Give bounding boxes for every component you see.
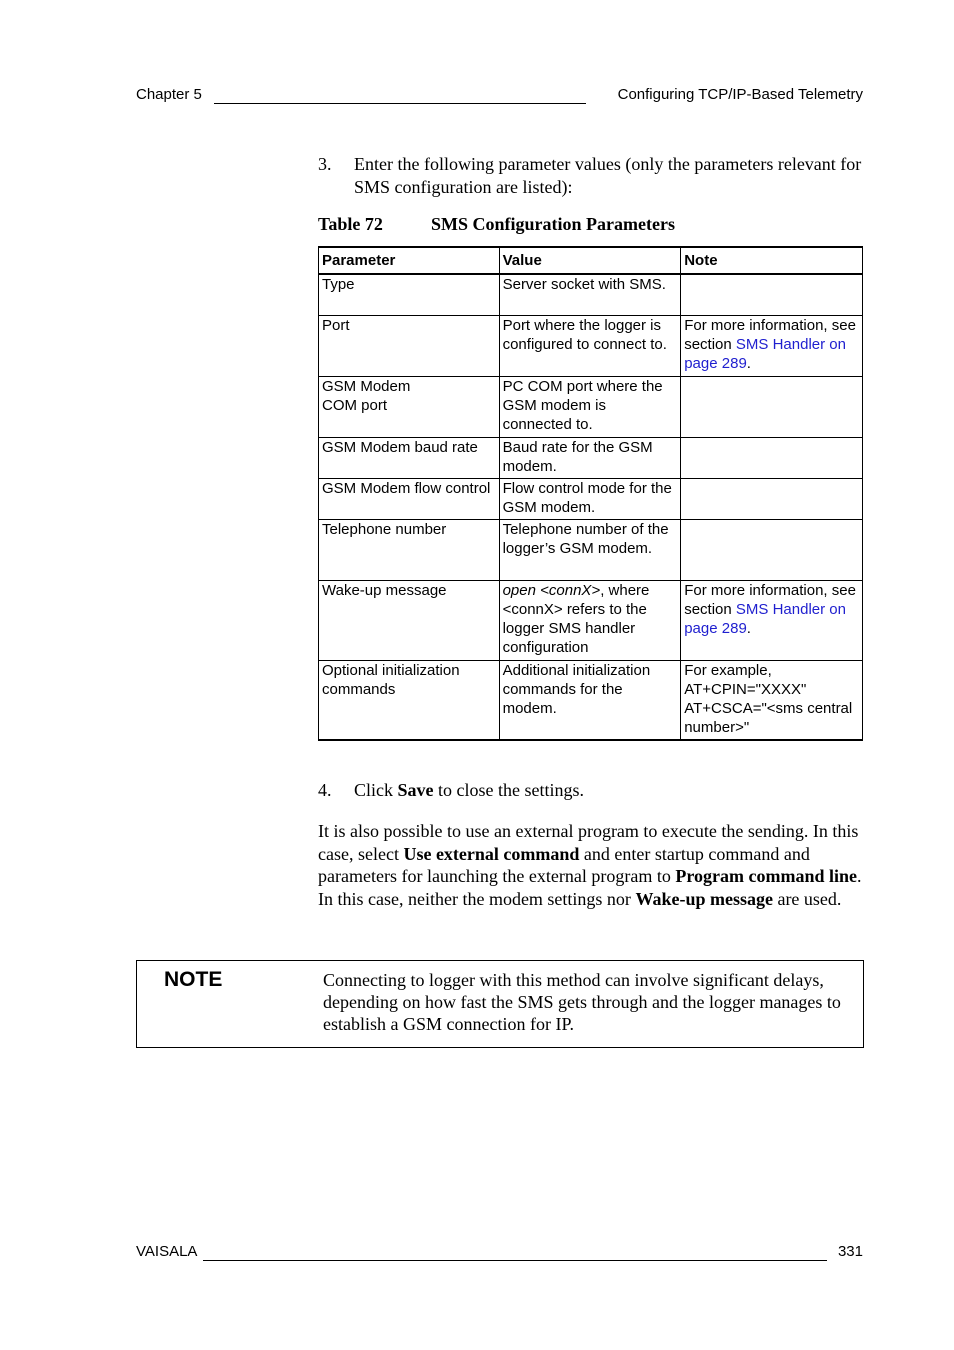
use-external-command-term: Use external command <box>403 843 580 864</box>
footer-rule <box>203 1260 827 1261</box>
step-3 <box>318 153 863 199</box>
chapter-label: Chapter 5 <box>136 86 202 103</box>
header-parameter: Parameter <box>319 247 500 274</box>
para-text: are used. <box>772 888 842 909</box>
value-rest: , where <connX> refers to the logger SMS handler configuration <box>502 581 650 656</box>
note-cell <box>681 437 863 478</box>
param-cell: Type <box>319 274 500 315</box>
param-cell: GSM Modem COM port <box>319 376 500 437</box>
value-cell: Telephone number of the logger’s GSM modem. <box>499 519 681 580</box>
header-value: Value <box>499 247 681 274</box>
note-suffix: . <box>746 354 751 372</box>
table-row <box>319 478 863 519</box>
company-name: VAISALA <box>136 1243 198 1260</box>
value-cell: PC COM port where the GSM modem is connected to. <box>499 376 681 437</box>
value-cell: Flow control mode for the GSM modem. <box>499 478 681 519</box>
param-cell: GSM Modem flow control <box>319 478 500 519</box>
table-row <box>319 519 863 580</box>
para-text: . In this case, neither the modem settings nor <box>318 866 862 909</box>
param-cell: Port <box>319 315 500 376</box>
step-text: Enter the following parameter values (only the parameters relevant for SMS configuration are listed): <box>354 154 862 197</box>
param-cell: Wake-up message <box>319 580 500 660</box>
body-paragraph <box>318 820 863 910</box>
note-box <box>136 960 864 1048</box>
chapter-title: Configuring TCP/IP-Based Telemetry <box>617 86 863 103</box>
table-row <box>319 660 863 740</box>
save-term: Save <box>397 780 434 800</box>
table-title: SMS Configuration Parameters <box>431 214 675 234</box>
param-cell: Optional initialization commands <box>319 660 500 740</box>
note-suffix: . <box>746 619 751 637</box>
program-command-line-term: Program command line <box>675 866 858 886</box>
value-italic: open <connX> <box>502 581 601 599</box>
step-text <box>354 779 863 802</box>
note-cell <box>681 315 863 376</box>
note-text: Connecting to logger with this method can involve significant delays, depending on how fast the SMS gets through and the logger manages to establish a GSM connection for IP. <box>323 970 841 1034</box>
table-row <box>319 315 863 376</box>
sms-parameters-table <box>318 246 863 741</box>
value-cell: Port where the logger is configured to connect to. <box>499 315 681 376</box>
header-rule <box>214 103 586 104</box>
note-cell <box>681 519 863 580</box>
step-text-a: Click <box>354 780 398 800</box>
wake-up-message-term: Wake-up message <box>635 888 773 909</box>
table-row <box>319 580 863 660</box>
note-text: For more information, see section <box>684 581 856 618</box>
note-label: NOTE <box>164 968 223 991</box>
sms-handler-link[interactable]: SMS Handler on page 289 <box>684 335 846 372</box>
step-4 <box>318 779 863 802</box>
value-cell: Baud rate for the GSM modem. <box>499 437 681 478</box>
para-text: and enter startup command and parameters for launching the external program to <box>318 843 810 886</box>
header-note: Note <box>681 247 863 274</box>
param-cell: Telephone number <box>319 519 500 580</box>
value-cell: Server socket with SMS. <box>499 274 681 315</box>
note-cell <box>681 478 863 519</box>
table-row <box>319 437 863 478</box>
note-cell <box>681 274 863 315</box>
sms-handler-link[interactable]: SMS Handler on page 289 <box>684 600 846 637</box>
step-number: 3. <box>318 154 332 174</box>
table-row <box>319 274 863 315</box>
note-cell <box>681 376 863 437</box>
table-row <box>319 376 863 437</box>
value-cell: Additional initialization commands for the modem. <box>499 660 681 740</box>
table-label: Table 72 <box>318 214 383 234</box>
note-cell: For example, AT+CPIN="XXXX" AT+CSCA="<sms central number>" <box>681 660 863 740</box>
para-text: It is also possible to use an external program to execute the sending. In this case, select <box>318 821 859 864</box>
value-cell <box>499 580 681 660</box>
page-header <box>136 86 863 106</box>
note-text: For more information, see section <box>684 316 856 353</box>
table-header-row <box>319 247 863 274</box>
step-number: 4. <box>318 780 332 800</box>
param-cell: GSM Modem baud rate <box>319 437 500 478</box>
step-text-b: to close the settings. <box>433 780 584 800</box>
page-number: 331 <box>837 1243 863 1260</box>
note-cell <box>681 580 863 660</box>
page-footer <box>136 1243 863 1263</box>
